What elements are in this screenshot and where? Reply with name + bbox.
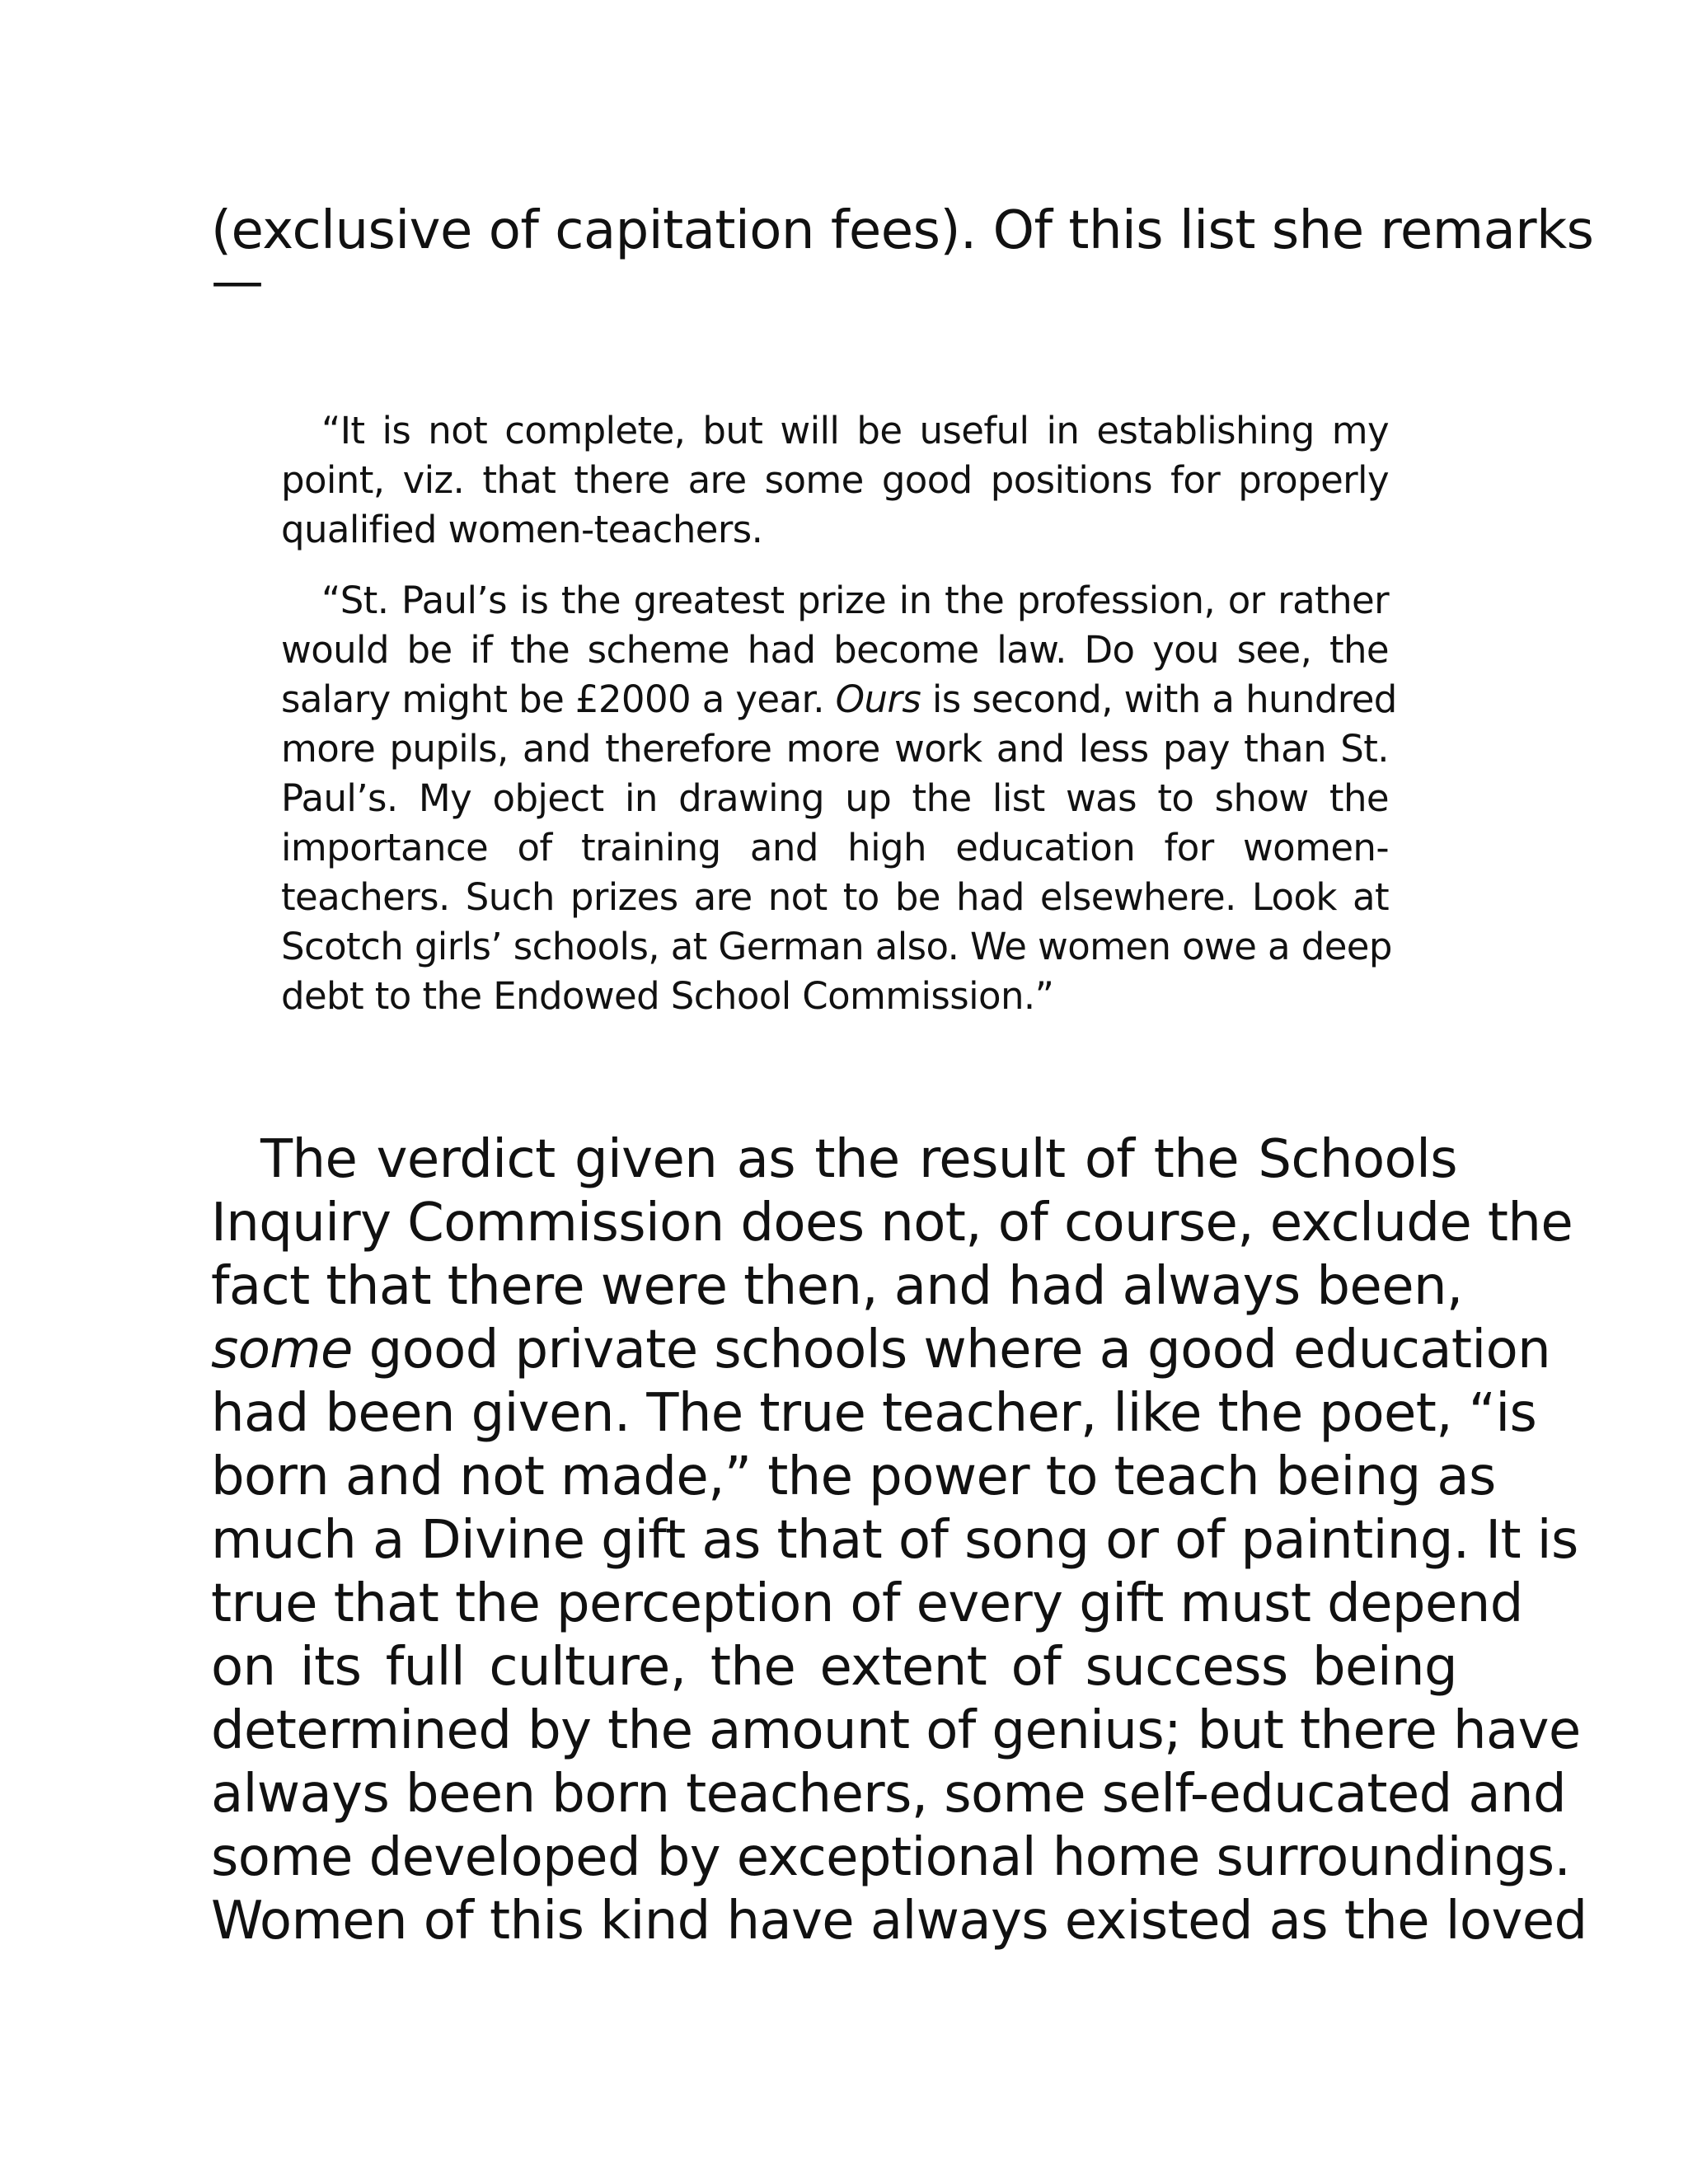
lead-line: (exclusive of capitation fees). Of this list she remarks xyxy=(211,200,1594,261)
quote-2-line-5: Paul’s. My object in drawing up the list was to show the xyxy=(281,776,1389,820)
body-line-5: had been given. The true teacher, like the poet, “is xyxy=(211,1383,1537,1444)
body-line-9: on its full culture, the extent of success being xyxy=(211,1637,1457,1698)
body-line-3: fact that there were then, and had always been, xyxy=(211,1256,1463,1317)
body-line-8: true that the perception of every gift must depend xyxy=(211,1573,1523,1634)
body-line-6: born and not made,” the power to teach being as xyxy=(211,1446,1496,1507)
quote-2-line-3-end: is second, with a hundred xyxy=(921,677,1397,721)
quote-2-line-6: importance of training and high education for women- xyxy=(281,826,1389,869)
quote-2-line-7: teachers. Such prizes are not to be had elsewhere. Look at xyxy=(281,875,1389,919)
quote-2-line-4: more pupils, and therefore more work and less pay than St. xyxy=(281,727,1389,771)
body-line-4 xyxy=(211,1319,1551,1383)
body-line-1: The verdict given as the result of the Schools xyxy=(260,1129,1457,1190)
quote-2-line-2: would be if the scheme had become law. Do you see, the xyxy=(281,628,1389,672)
body-emphasis-some: some xyxy=(211,1319,353,1380)
lead-dash-text: — xyxy=(211,251,264,312)
body-line-7: much a Divine gift as that of song or of painting. It is xyxy=(211,1510,1578,1571)
quote-2-line-3-start: salary might be £2000 a year. xyxy=(281,677,836,721)
quote-1-line-3: qualified women-teachers. xyxy=(281,508,763,551)
body-line-4-end: good private schools where a good education xyxy=(352,1319,1551,1380)
quote-1-line-2: point, viz. that there are some good positions for properly xyxy=(281,458,1389,502)
quote-2-line-3 xyxy=(281,677,1397,724)
quote-2-line-8: Scotch girls’ schools, at German also. We women owe a deep xyxy=(281,925,1392,968)
quote-2-emphasis-ours: Ours xyxy=(835,677,921,721)
quote-2-line-9: debt to the Endowed School Commission.” xyxy=(281,974,1054,1018)
quote-2-line-1: “St. Paul’s is the greatest prize in the profession, or rather xyxy=(321,579,1389,622)
body-line-11: always been born teachers, some self-educated and xyxy=(211,1764,1567,1825)
body-line-10: determined by the amount of genius; but there have xyxy=(211,1700,1581,1761)
body-line-2: Inquiry Commission does not, of course, exclude the xyxy=(211,1193,1573,1254)
body-line-13: Women of this kind have always existed as the loved xyxy=(211,1891,1587,1952)
body-line-12: some developed by exceptional home surroundings. xyxy=(211,1827,1571,1888)
quote-1-line-1: “It is not complete, but will be useful in establishing my xyxy=(321,409,1389,452)
